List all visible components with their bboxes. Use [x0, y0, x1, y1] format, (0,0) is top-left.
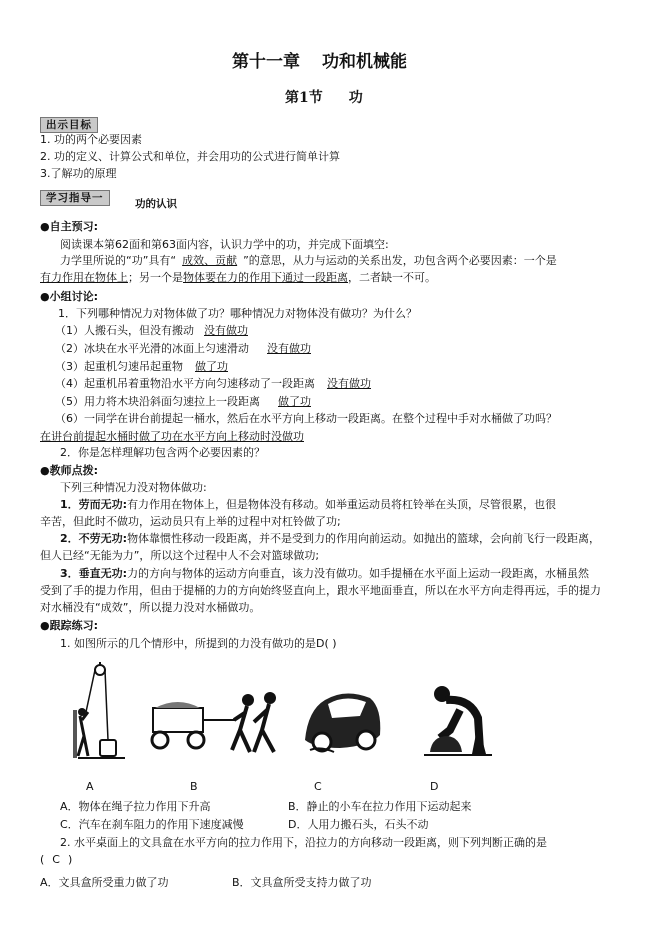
chapter-title — [232, 51, 407, 73]
option-text: 静止的小车在拉力作用下运动起来 — [306, 800, 472, 813]
preview-line3 — [40, 271, 436, 285]
discussion-item-6-answer: 在讲台前提起水桶时做了功在水平方向上移动时没做功 — [40, 430, 304, 443]
preview-text: 力学里所说的“功”具有“ — [60, 254, 177, 267]
discussion-item — [55, 377, 371, 391]
teacher-point-3 — [60, 567, 589, 581]
figure-label-b: B — [190, 780, 198, 793]
teacher-heading: ●教师点拨: — [40, 464, 98, 477]
discussion-item-answer: 没有做功 — [204, 324, 248, 337]
teacher-point-label: 2．不劳无功: — [60, 532, 128, 545]
discussion-item-text: （3）起重机匀速吊起重物 — [55, 360, 183, 373]
option-a — [60, 800, 211, 814]
discussion-item-text: （2）冰块在水平光滑的冰面上匀速滑动 — [55, 342, 249, 355]
objective-num: 2. — [40, 150, 51, 163]
discussion-item-text: （5）用力将木块沿斜面匀速拉上一段距离 — [55, 395, 260, 408]
option-key: C． — [60, 818, 79, 831]
teacher-point-1-cont: 辛苦，但此时不做功，运动员只有上举的过程中对杠铃做了功; — [40, 515, 341, 528]
option-text: 人用力搬石头，石头不动 — [307, 818, 429, 831]
practice-q1-answer: D — [316, 637, 325, 650]
practice-q1-text: 1. 如图所示的几个情形中，所提到的力没有做功的是 — [60, 637, 316, 650]
option-key: B． — [232, 876, 251, 889]
option-text: 物体在绳子拉力作用下升高 — [78, 800, 211, 813]
practice-q2-paren: ( — [40, 853, 45, 866]
option-text: 汽车在刹车阻力的作用下速度减慢 — [78, 818, 244, 831]
option-text: 文具盒所受支持力做了功 — [250, 876, 372, 889]
discussion-item-answer: 做了功 — [195, 360, 228, 373]
objective-num: 3. — [40, 167, 51, 180]
objective-text: 功的定义、计算公式和单位，并会用功的公式进行简单计算 — [54, 150, 340, 163]
chapter-name: 功和机械能 — [322, 52, 407, 72]
discussion-item-answer: 没有做功 — [267, 342, 311, 355]
practice-heading: ●跟踪练习: — [40, 619, 98, 632]
preview-blank-meaning: 成效、贡献 — [182, 254, 238, 267]
discussion-q1: 1．下列哪种情况力对物体做了功？哪种情况力对物体没有做功？为什么？ — [58, 307, 417, 320]
objective-item-3 — [40, 167, 117, 181]
figure-label-c: C — [314, 780, 322, 793]
preview-text: ，二者缺一不可。 — [348, 271, 436, 284]
discussion-q2: 2．你是怎样理解功包含两个必要因素的？ — [60, 446, 265, 459]
teacher-point-2 — [60, 532, 600, 546]
teacher-point-label: 1．劳而无功: — [60, 498, 128, 511]
teacher-intro: 下列三种情况力没对物体做功: — [60, 481, 207, 494]
option-key: D． — [288, 818, 308, 831]
figure-b-cart — [150, 690, 290, 760]
teacher-point-3-cont2: 对水桶没有“成效”，所以提力没对水桶做功。 — [40, 601, 261, 614]
discussion-item-answer: 做了功 — [278, 395, 311, 408]
objective-text: 功的两个必要因素 — [54, 133, 142, 146]
teacher-point-text: 力的方向与物体的运动方向垂直，该力没有做功。如手提桶在水平面上运动一段距离，水桶虽然 — [127, 567, 590, 580]
discussion-item — [55, 342, 311, 356]
preview-blank-factor2: 物体要在力的作用下通过一段距离 — [183, 271, 348, 284]
figure-label-a: A — [86, 780, 94, 793]
discussion-item-6: （6）一同学在讲台前提起一桶水，然后在水平方向上移动一段距离。在整个过程中手对水桶做了功吗？ — [55, 412, 557, 425]
option-b — [288, 800, 472, 814]
preview-text: ；另一个是 — [128, 271, 183, 284]
objective-text: 了解功的原理 — [50, 167, 117, 180]
teacher-point-2-cont: 但人已经“无能为力”，所以这个过程中人不会对篮球做功; — [40, 549, 320, 562]
discussion-item — [55, 360, 228, 374]
option-c — [60, 818, 244, 832]
objective-item-1 — [40, 133, 142, 147]
discussion-item — [55, 395, 311, 409]
practice-q1 — [60, 637, 337, 651]
teacher-point-3-cont: 受到了手的提力作用，但由于提桶的力的方向始终竖直向上，跟水平地面垂直，所以在水平方向走得再远，手的提力 — [40, 584, 601, 597]
teacher-point-text: 有力作用在物体上，但是物体没有移动。如举重运动员将杠铃举在头顶，尽管很累，也很 — [127, 498, 557, 511]
discussion-item-answer: 没有做功 — [327, 377, 371, 390]
option2-a — [40, 876, 169, 890]
option-key: A． — [60, 800, 79, 813]
discussion-item-text: （1）人搬石头，但没有搬动 — [55, 324, 194, 337]
option-d — [288, 818, 428, 832]
preview-heading: ●自主预习: — [40, 220, 98, 233]
section-name: 功 — [348, 90, 363, 106]
teacher-point-1 — [60, 498, 556, 512]
practice-q2-paren: ) — [67, 853, 73, 866]
objective-num: 1. — [40, 133, 51, 146]
guide-tag: 学习指导一 — [40, 190, 110, 206]
option-text: 文具盒所受重力做了功 — [58, 876, 169, 889]
preview-line2 — [60, 254, 557, 268]
section-title — [285, 89, 363, 107]
chapter-number: 第十一章 — [232, 52, 300, 72]
figure-d-stone — [420, 680, 495, 760]
option-key: B． — [288, 800, 307, 813]
guide-topic: 功的认识 — [135, 198, 177, 210]
preview-blank-factor1: 有力作用在物体上 — [40, 271, 128, 284]
practice-q2-answer-line — [40, 853, 72, 867]
preview-line1: 阅读课本第62面和第63面内容，认识力学中的功，并完成下面填空: — [60, 238, 389, 251]
discussion-item — [55, 324, 248, 338]
objectives-tag: 出示目标 — [40, 117, 98, 133]
practice-q1-paren: ( ) — [324, 637, 337, 650]
preview-text: ”的意思，从力与运动的关系出发，功包含两个必要因素：一个是 — [243, 254, 557, 267]
option2-b — [232, 876, 372, 890]
section-number: 第1节 — [285, 90, 323, 106]
teacher-point-text: 物体靠惯性移动一段距离，并不是受到力的作用向前运动。如抛出的篮球，会向前飞行一段距离， — [127, 532, 601, 545]
figure-c-car — [300, 680, 385, 760]
objective-item-2 — [40, 150, 340, 164]
figure-a-pulley — [70, 660, 130, 760]
option-key: A． — [40, 876, 59, 889]
practice-q2-answer: C — [52, 853, 60, 866]
practice-q2: 2. 水平桌面上的文具盒在水平方向的拉力作用下，沿拉力的方向移动一段距离，则下列判断正确的是 — [60, 836, 547, 849]
discussion-item-text: （4）起重机吊着重物沿水平方向匀速移动了一段距离 — [55, 377, 315, 390]
discussion-heading: ●小组讨论: — [40, 290, 98, 303]
teacher-point-label: 3．垂直无功: — [60, 567, 128, 580]
figure-label-d: D — [430, 780, 439, 793]
